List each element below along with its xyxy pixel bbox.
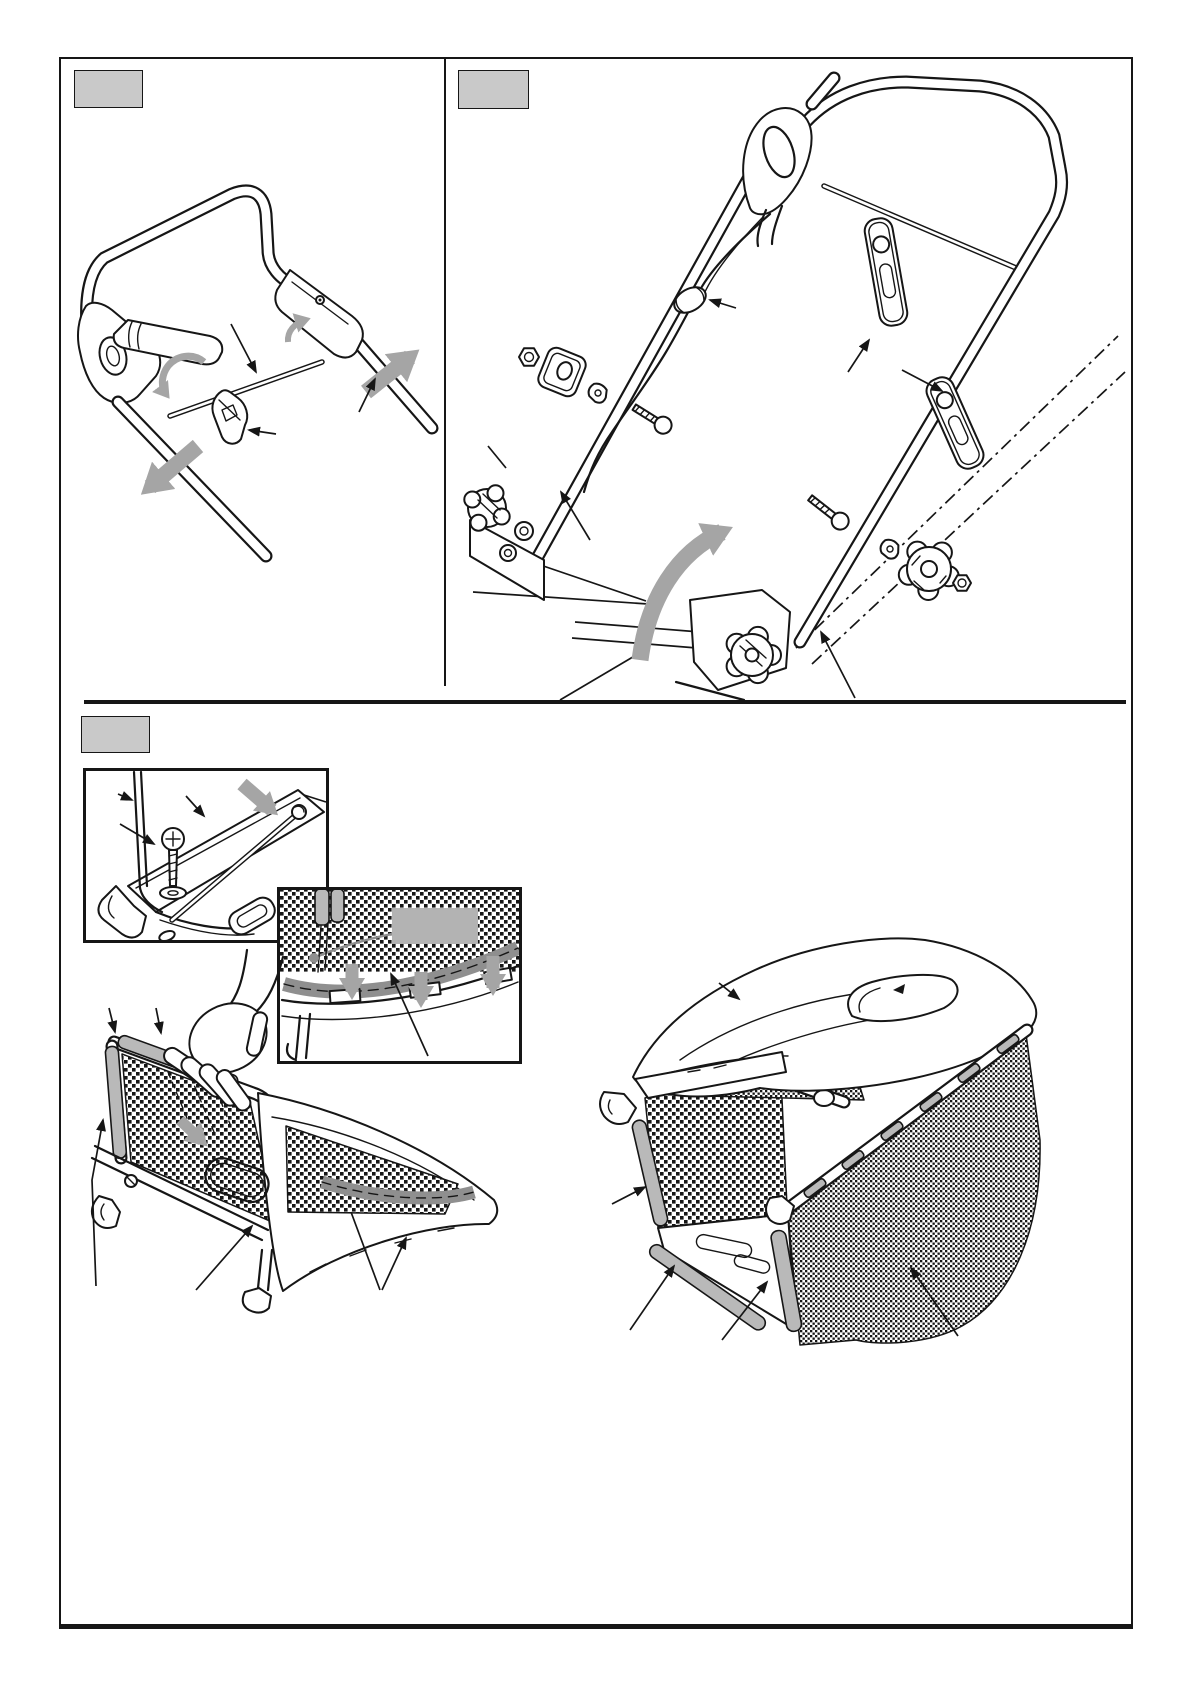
leader-arrow-bottom-strip <box>630 1266 674 1330</box>
cable <box>584 214 770 492</box>
leader-arrow-right-tube <box>821 632 855 698</box>
leader-arrow-band <box>710 300 736 308</box>
curved-arrow-left-icon <box>162 356 204 394</box>
hex-nut-right <box>953 575 971 591</box>
cross-rod <box>824 186 1016 268</box>
leader-arrow-lip <box>382 1238 406 1290</box>
handle-hinge-left <box>78 303 222 403</box>
lock-plate <box>536 345 589 399</box>
gray-arrow-inset-a <box>242 784 272 810</box>
handle-hinge-right <box>275 270 363 358</box>
hanger-clip-top <box>863 216 909 327</box>
curved-arrow-right-icon <box>288 320 305 342</box>
leader-arrow-handle <box>196 1226 252 1290</box>
leader-arrow-corner-1 <box>109 1008 115 1032</box>
leader-arrow-rod <box>231 324 256 372</box>
left-pivot <box>464 485 544 600</box>
leader-arrow-clip-top <box>848 340 869 372</box>
carriage-bolt-left <box>630 400 675 437</box>
leader-arrow-wire <box>118 794 132 800</box>
cord-end-dot <box>309 953 319 963</box>
frame-hook-bottom <box>243 1288 271 1313</box>
bottom-pivot <box>676 590 790 700</box>
brake-lever <box>743 108 811 246</box>
hook-left <box>600 1092 636 1124</box>
assembled-bag-figure <box>600 938 1040 1345</box>
lock-clip <box>212 390 247 443</box>
flange-clip-left <box>585 381 610 406</box>
leader-arrow-clip <box>249 430 276 434</box>
flange-clip-right <box>877 537 901 561</box>
frame-hook-left <box>92 1196 120 1228</box>
frame-legs <box>287 1014 310 1060</box>
panel1-figure-handlebar-fold <box>78 191 432 556</box>
rail-slot <box>225 894 279 939</box>
inset-b-figure <box>280 889 519 1060</box>
star-knob <box>899 542 959 600</box>
bag-assembly-figure <box>92 950 497 1313</box>
carriage-bolt-right <box>805 491 852 533</box>
callout-box <box>392 908 478 944</box>
panel2-figure-handlebar-mounting <box>464 78 1125 700</box>
dash-dot-folded-position <box>796 336 1125 664</box>
hex-nut-left <box>519 348 539 365</box>
lower-tube-right <box>352 336 432 428</box>
leader-arrow-rail <box>186 796 204 816</box>
leader-arrow-corner-2 <box>156 1008 161 1033</box>
leader-arrow-left-strip <box>612 1187 645 1204</box>
